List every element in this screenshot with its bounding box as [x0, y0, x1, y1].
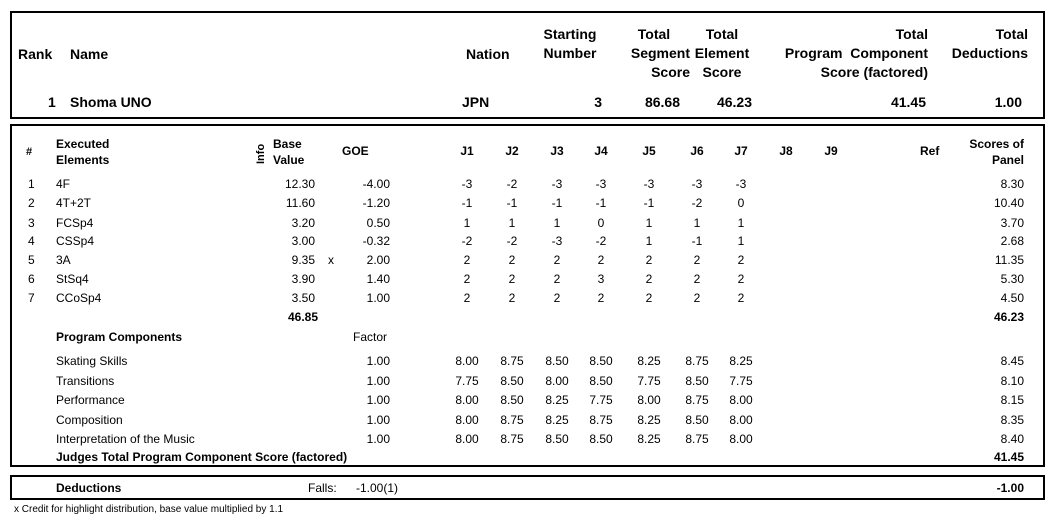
- judge-header-7: J7: [734, 144, 748, 158]
- base-line2: Value: [273, 153, 305, 167]
- element-judge-score: 0: [737, 196, 745, 210]
- skater-rank: 1: [48, 94, 56, 110]
- judge-header-9: J9: [824, 144, 838, 158]
- pcs-name: Interpretation of the Music: [56, 432, 195, 446]
- element-base-value: 11.60: [285, 196, 315, 210]
- element-goe: 0.50: [366, 216, 390, 230]
- pcs-judge-score: 8.50: [589, 432, 613, 446]
- element-judge-score: -1: [691, 234, 703, 248]
- element-judge-score: -2: [506, 177, 518, 191]
- skater-name: Shoma UNO: [70, 94, 152, 110]
- judge-header-5: J5: [642, 144, 656, 158]
- element-name: 4T+2T: [56, 196, 92, 210]
- pcs-name: Performance: [56, 393, 125, 407]
- element-judge-score: 2: [463, 291, 471, 305]
- pcs-judge-score: 8.75: [500, 432, 524, 446]
- executed-line1: Executed: [56, 137, 110, 151]
- pcs-judge-score: 8.50: [545, 354, 569, 368]
- element-judge-score: 2: [597, 253, 605, 267]
- elements-header-scores: [950, 136, 1024, 168]
- element-judge-score: 2: [737, 253, 745, 267]
- falls-value: -1.00(1): [356, 481, 399, 495]
- element-judge-score: -2: [506, 234, 518, 248]
- element-num: 7: [28, 291, 35, 305]
- element-judge-score: 1: [508, 216, 516, 230]
- element-name: 4F: [56, 177, 71, 191]
- element-judge-score: -3: [461, 177, 473, 191]
- pcs-judge-score: 8.75: [685, 393, 709, 407]
- falls-label: Falls:: [308, 481, 337, 495]
- pcs-judge-score: 8.00: [455, 413, 479, 427]
- elements-header-info: Info: [255, 143, 267, 164]
- pcs-name: Transitions: [56, 374, 115, 388]
- pcs-factor: 1.00: [366, 374, 390, 388]
- element-judge-score: -2: [461, 234, 473, 248]
- pcs-judge-score: 8.25: [545, 393, 569, 407]
- judge-header-3: J3: [550, 144, 564, 158]
- deductions-box: [10, 475, 1045, 500]
- element-judge-score: 2: [737, 272, 745, 286]
- pcs-judge-score: 8.50: [589, 354, 613, 368]
- element-panel-score: 2.68: [1000, 234, 1024, 248]
- pcs-judge-score: 8.00: [637, 393, 661, 407]
- pcs-judge-score: 7.75: [589, 393, 613, 407]
- pcs-header-factor: Factor: [353, 330, 388, 344]
- element-name: StSq4: [56, 272, 89, 286]
- element-judge-score: -3: [551, 234, 563, 248]
- pcs-factor: 1.00: [366, 413, 390, 427]
- element-judge-score: 2: [645, 272, 653, 286]
- element-judge-score: -1: [461, 196, 473, 210]
- element-judge-score: -1: [643, 196, 655, 210]
- element-panel-score: 3.70: [1000, 216, 1024, 230]
- pcs-factor: 1.00: [366, 354, 390, 368]
- pcs-panel-score: 8.10: [1000, 374, 1024, 388]
- element-panel-score: 8.30: [1000, 177, 1024, 191]
- pcs-judge-score: 7.75: [637, 374, 661, 388]
- element-num: 6: [28, 272, 35, 286]
- total-element-score: 46.23: [716, 94, 752, 110]
- element-judge-score: 1: [693, 216, 701, 230]
- element-goe: -0.32: [362, 234, 390, 248]
- pcs-panel-score: 8.40: [1000, 432, 1024, 446]
- scores-line1: Scores of: [969, 137, 1024, 151]
- elements-total-score: 46.23: [993, 310, 1024, 324]
- pcs-judge-score: 8.00: [455, 393, 479, 407]
- element-judge-score: -1: [506, 196, 518, 210]
- skater-starting-number: 3: [594, 94, 602, 110]
- element-panel-score: 11.35: [994, 253, 1024, 267]
- element-name: CCoSp4: [56, 291, 102, 305]
- pcs-judge-score: 8.75: [589, 413, 613, 427]
- elements-header-executed: [56, 136, 109, 168]
- header-total-deductions: [944, 25, 1028, 63]
- element-judge-score: 2: [645, 253, 653, 267]
- pcs-judge-score: 8.25: [637, 413, 661, 427]
- header-starting-line1: Starting: [543, 26, 597, 42]
- scores-line2: Panel: [991, 153, 1024, 167]
- pcs-judge-score: 8.25: [729, 354, 753, 368]
- pcs-total-score: 41.45: [993, 450, 1024, 464]
- element-judge-score: -1: [595, 196, 607, 210]
- element-judge-score: 2: [693, 272, 701, 286]
- element-judge-score: 2: [463, 272, 471, 286]
- element-judge-score: -2: [595, 234, 607, 248]
- element-judge-score: 3: [597, 272, 605, 286]
- deductions-total: -1.00: [996, 481, 1024, 495]
- element-judge-score: -1: [551, 196, 563, 210]
- pcs-judge-score: 8.50: [589, 374, 613, 388]
- header-ded-line2: Deductions: [951, 45, 1028, 61]
- header-starting-number: [538, 25, 602, 63]
- elements-header-goe: GOE: [342, 144, 369, 158]
- element-goe: 1.00: [366, 291, 390, 305]
- header-ded-line1: Total: [995, 26, 1028, 42]
- elements-header-ref: Ref: [920, 144, 940, 158]
- pcs-panel-score: 8.45: [1000, 354, 1024, 368]
- element-num: 4: [28, 234, 35, 248]
- element-name: CSSp4: [56, 234, 95, 248]
- header-nation: Nation: [466, 46, 510, 62]
- deductions-label: Deductions: [56, 481, 122, 495]
- header-pcs-line3: Score (factored): [820, 64, 928, 80]
- element-judge-score: -3: [691, 177, 703, 191]
- elements-header-base: [273, 136, 304, 168]
- header-element-line1: Total: [705, 26, 739, 42]
- element-num: 2: [28, 196, 35, 210]
- pcs-judge-score: 8.50: [545, 432, 569, 446]
- pcs-judge-score: 8.75: [685, 354, 709, 368]
- header-starting-line2: Number: [543, 45, 597, 61]
- element-judge-score: 2: [693, 291, 701, 305]
- element-num: 3: [28, 216, 35, 230]
- element-judge-score: 1: [737, 216, 745, 230]
- element-judge-score: 2: [645, 291, 653, 305]
- element-judge-score: -3: [595, 177, 607, 191]
- header-pcs-line2: Program Component: [784, 45, 928, 61]
- pcs-factor: 1.00: [366, 393, 390, 407]
- element-judge-score: 1: [737, 234, 745, 248]
- pcs-panel-score: 8.15: [1000, 393, 1024, 407]
- pcs-name: Composition: [56, 413, 123, 427]
- element-judge-score: 0: [597, 216, 605, 230]
- total-segment-score: 86.68: [644, 94, 680, 110]
- element-base-value: 3.20: [291, 216, 315, 230]
- pcs-name: Skating Skills: [56, 354, 128, 368]
- element-base-value: 3.00: [291, 234, 315, 248]
- element-judge-score: 2: [597, 291, 605, 305]
- element-panel-score: 5.30: [1000, 272, 1024, 286]
- pcs-judge-score: 7.75: [729, 374, 753, 388]
- element-judge-score: 2: [508, 253, 516, 267]
- pcs-judge-score: 8.25: [545, 413, 569, 427]
- judge-header-8: J8: [779, 144, 793, 158]
- pcs-judge-score: 8.50: [685, 374, 709, 388]
- skater-nation: JPN: [462, 94, 490, 110]
- element-judge-score: 2: [463, 253, 471, 267]
- pcs-panel-score: 8.35: [1000, 413, 1024, 427]
- element-info: x: [328, 253, 334, 267]
- header-pcs-line1: Total: [895, 26, 928, 42]
- header-segment-line1: Total: [637, 26, 671, 42]
- element-judge-score: 2: [508, 272, 516, 286]
- pcs-header-label: Program Components: [56, 330, 183, 344]
- pcs-judge-score: 8.25: [637, 354, 661, 368]
- judge-header-1: J1: [460, 144, 474, 158]
- pcs-judge-score: 8.75: [500, 354, 524, 368]
- header-total-pcs: [780, 25, 928, 82]
- pcs-judge-score: 8.00: [455, 354, 479, 368]
- pcs-factor: 1.00: [366, 432, 390, 446]
- header-total-element: [690, 25, 754, 82]
- pcs-judge-score: 8.00: [545, 374, 569, 388]
- element-judge-score: 1: [553, 216, 561, 230]
- pcs-judge-score: 8.50: [685, 413, 709, 427]
- element-base-value: 3.90: [291, 272, 315, 286]
- element-goe: 2.00: [366, 253, 390, 267]
- header-rank: Rank: [18, 46, 53, 62]
- element-judge-score: 1: [463, 216, 471, 230]
- header-segment-line2: Segment: [630, 45, 690, 61]
- pcs-judge-score: 8.50: [500, 393, 524, 407]
- header-element-line3: Score: [702, 64, 742, 80]
- element-judge-score: 2: [553, 291, 561, 305]
- element-judge-score: 2: [508, 291, 516, 305]
- header-name: Name: [70, 46, 109, 62]
- judge-header-2: J2: [505, 144, 519, 158]
- element-base-value: 12.30: [284, 177, 315, 191]
- element-judge-score: -3: [643, 177, 655, 191]
- element-name: 3A: [56, 253, 71, 267]
- element-judge-score: -2: [691, 196, 703, 210]
- pcs-judge-score: 8.25: [637, 432, 661, 446]
- element-judge-score: -3: [735, 177, 747, 191]
- element-base-value: 3.50: [291, 291, 315, 305]
- judge-header-6: J6: [690, 144, 704, 158]
- pcs-judge-score: 8.00: [729, 432, 753, 446]
- pcs-judge-score: 7.75: [455, 374, 479, 388]
- element-goe: 1.40: [366, 272, 390, 286]
- element-panel-score: 10.40: [993, 196, 1024, 210]
- element-goe: -1.20: [362, 196, 390, 210]
- element-judge-score: 1: [645, 234, 653, 248]
- element-name: FCSp4: [56, 216, 94, 230]
- header-element-line2: Element: [694, 45, 750, 61]
- element-judge-score: 2: [693, 253, 701, 267]
- pcs-total-label: Judges Total Program Component Score (factored): [56, 450, 348, 464]
- elements-total-base: 46.85: [287, 310, 318, 324]
- element-base-value: 9.35: [291, 253, 315, 267]
- base-line1: Base: [273, 137, 302, 151]
- element-judge-score: 2: [553, 272, 561, 286]
- total-pcs-score: 41.45: [890, 94, 926, 110]
- judge-header-4: J4: [594, 144, 608, 158]
- element-num: 5: [28, 253, 35, 267]
- pcs-judge-score: 8.00: [455, 432, 479, 446]
- element-judge-score: -3: [551, 177, 563, 191]
- total-deductions: 1.00: [994, 94, 1022, 110]
- pcs-judge-score: 8.00: [729, 393, 753, 407]
- element-judge-score: 2: [553, 253, 561, 267]
- pcs-judge-score: 8.75: [500, 413, 524, 427]
- executed-line2: Elements: [56, 153, 110, 167]
- element-judge-score: 1: [645, 216, 653, 230]
- element-goe: -4.00: [362, 177, 390, 191]
- footnote: x Credit for highlight distribution, base value multiplied by 1.1: [14, 504, 284, 515]
- header-segment-line3: Score: [651, 64, 690, 80]
- header-total-segment: [610, 25, 690, 82]
- pcs-judge-score: 8.50: [500, 374, 524, 388]
- element-judge-score: 2: [737, 291, 745, 305]
- pcs-judge-score: 8.00: [729, 413, 753, 427]
- element-num: 1: [28, 177, 35, 191]
- pcs-judge-score: 8.75: [685, 432, 709, 446]
- elements-header-num: #: [26, 146, 33, 158]
- element-panel-score: 4.50: [1000, 291, 1024, 305]
